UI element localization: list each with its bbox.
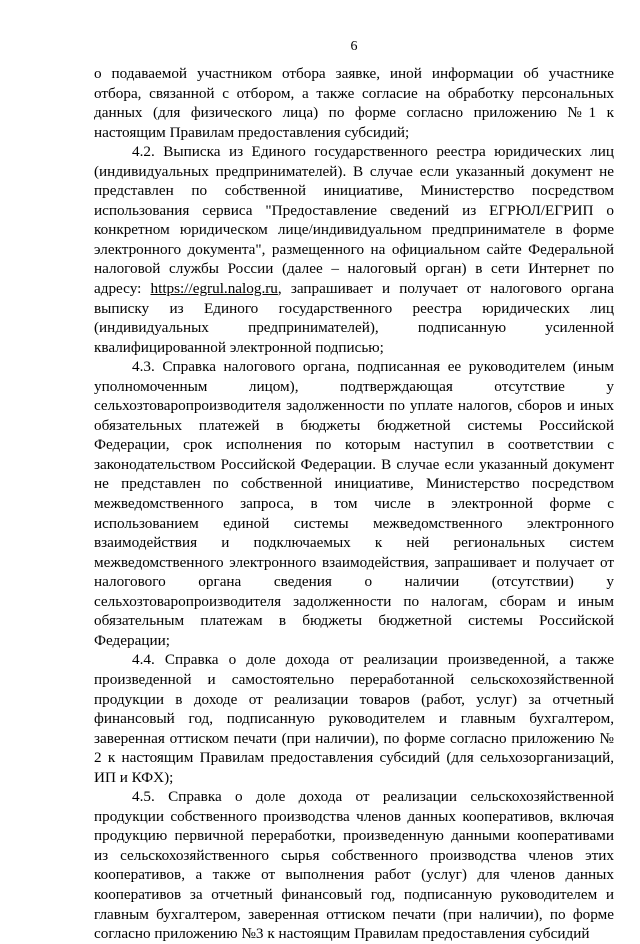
page-number: 6 xyxy=(350,39,358,54)
egrul-link[interactable]: https://egrul.nalog.ru xyxy=(150,280,278,298)
paragraph-4-4-income-share: 4.4. Справка о доле дохода от реализации произведенной, а также произведенной и самостоятельно переработанной сельскохозяйственной продукции в доходе от реализации товаров (работ, услуг) за отчетный финансовый год, подписанную руководителем и главным бухгалтером, заверенная оттиском печати (при наличии), по форме согласно приложению № 2 к настоящим Правилам предоставления субсидий (для сельхозорганизаций, ИП и КФХ); xyxy=(94,651,614,786)
paragraph-4-5-cooperative-income: 4.5. Справка о доле дохода от реализации сельскохозяйственной продукции собственного производства членов данных кооперативов, включая продукцию первичной переработки, произведенную данными кооперативами из сельскохозяйственного сырья собственного производства членов этих кооперативов, а также от выполнения работ (услуг) для членов данных кооперативов за отчетный финансовый год, подписанную руководителем и главным бухгалтером, заверенная оттиском печати (при наличии), по форме согласно приложению №3 к настоящим Правилам предоставления субсидий xyxy=(94,788,614,943)
paragraph-4-2-text-before: 4.2. Выписка из Единого государственного реестра юридических лиц (индивидуальных предпринимателей). В случае если указанный документ не представлен по собственной инициативе, Министерство посредством использования сервиса "Предоставление сведений из ЕГРЮЛ/ЕГРИП о конкретном юридическом лице/индивидуальном предпринимателе в форме электронного документа", размещенного на официальном сайте Федеральной налоговой службы России (далее – налоговый орган) в сети Интернет по адресу: xyxy=(94,143,614,298)
paragraph-4-3-tax-certificate: 4.3. Справка налогового органа, подписанная ее руководителем (иным уполномоченным лицом), подтверждающая отсутствие у сельхозтоваропроизводителя задолженности по уплате налогов, сборов и иных обязательных платежей в бюджеты бюджетной системы Российской Федерации, срок исполнения по которым наступил в соответствии с законодательством Российской Федерации. В случае если указанный документ не представлен по собственной инициативе, Министерство посредством межведомственного запроса, в том числе в электронной форме с использованием единой системы межведомственного электронного взаимодействия и подключаемых к ней региональных систем межведомственного электронного взаимодействия, запрашивает и получает от налогового органа сведения о наличии (отсутствии) у сельхозтоваропроизводителя задолженности по налогам, сборам и иным обязательным платежам в бюджеты бюджетной системы Российской Федерации; xyxy=(94,358,614,649)
paragraph-consent-continued: о подаваемой участником отбора заявке, иной информации об участнике отбора, связанной с отбором, а также согласие на обработку персональных данных (для физического лица) по форме согласно приложению №1 к настоящим Правилам предоставления субсидий; xyxy=(94,65,614,141)
document-body xyxy=(94,64,614,944)
paragraph-4-2-egrul-extract xyxy=(94,142,614,357)
paragraph-4-2-text-after: , запрашивает и получает от налогового органа выписку из Единого государственного реестра юридических лиц (индивидуальных предпринимателей), подписанную усиленной квалифицированной электронной подписью; xyxy=(94,280,614,356)
